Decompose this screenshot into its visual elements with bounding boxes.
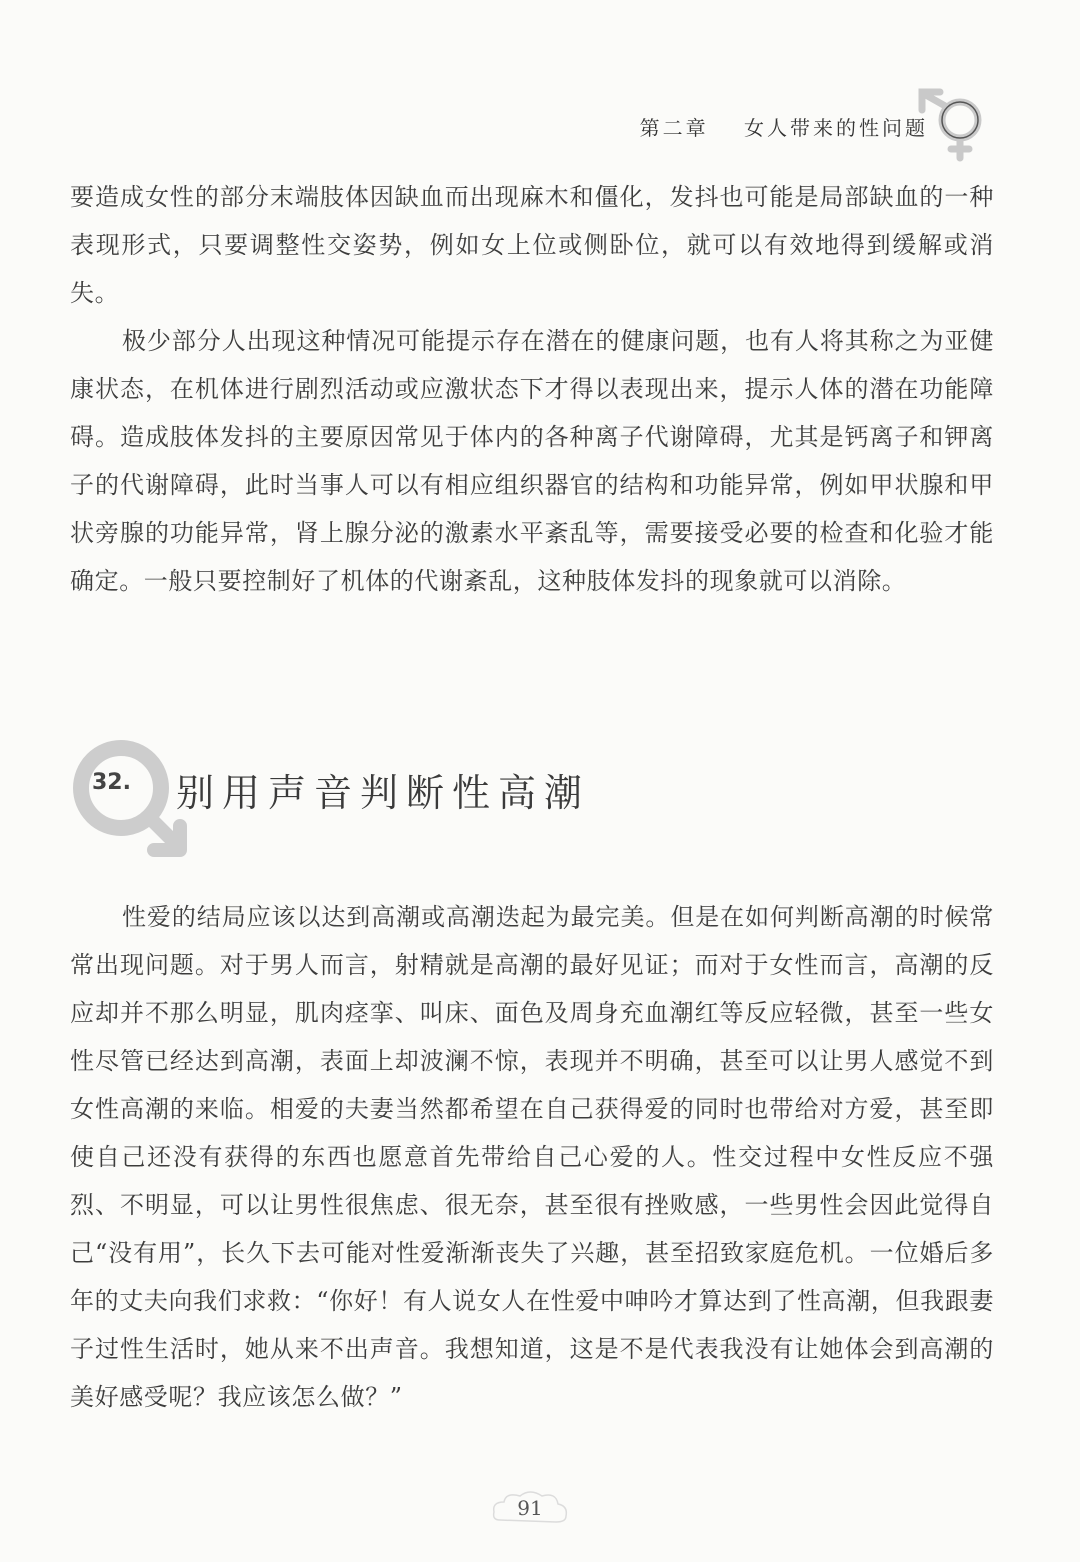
section-heading [66, 722, 766, 872]
paragraph: 极少部分人出现这种情况可能提示存在潜在的健康问题，也有人将其称之为亚健康状态，在机体进行剧烈活动或应激状态下才得以表现出来，提示人体的潜在功能障碍。造成肢体发抖的主要原因常见于体内的各种离子代谢障碍，尤其是钙离子和钾离子的代谢障碍，此时当事人可以有相应组织器官的结构和功能异常，例如甲状腺和甲状旁腺的功能异常，肾上腺分泌的激素水平紊乱等，需要接受必要的检查和化验才能确定。一般只要控制好了机体的代谢紊乱，这种肢体发抖的现象就可以消除。 [70, 327, 994, 595]
paragraph: 性爱的结局应该以达到高潮或高潮迭起为最完美。但是在如何判断高潮的时候常常出现问题。对于男人而言，射精就是高潮的最好见证；而对于女性而言，高潮的反应却并不那么明显，肌肉痉挛、叫床、面色及周身充血潮红等反应轻微，甚至一些女性尽管已经达到高潮，表面上却波澜不惊，表现并不明确，甚至可以让男人感觉不到女性高潮的来临。相爱的夫妻当然都希望在自己获得爱的同时也带给对方爱，甚至即使自己还没有获得的东西也愿意首先带给自己心爱的人。性交过程中女性反应不强烈、不明显，可以让男性很焦虑、很无奈，甚至很有挫败感，一些男性会因此觉得自己“没有用”，长久下去可能对性爱渐渐丧失了兴趣，甚至招致家庭危机。一位婚后多年的丈夫向我们求救：“你好！有人说女人在性爱中呻吟才算达到了性高潮，但我跟妻子过性生活时，她从来不出声音。我想知道，这是不是代表我没有让她体会到高潮的美好感受呢？我应该怎么做？” [70, 903, 994, 1411]
section-number: 32. [92, 770, 131, 795]
running-header [640, 112, 928, 141]
paragraph: 要造成女性的部分末端肢体因缺血而出现麻木和僵化，发抖也可能是局部缺血的一种表现形式，只要调整性交姿势，例如女上位或侧卧位，就可以有效地得到缓解或消失。 [70, 183, 994, 307]
male-female-symbol-icon [912, 86, 996, 164]
page-number-text: 91 [517, 1496, 543, 1520]
chapter-title: 女人带来的性问题 [744, 116, 928, 140]
chapter-label: 第二章 [639, 116, 709, 140]
text-block-1 [70, 173, 994, 605]
page-number [490, 1488, 570, 1528]
text-block-2 [70, 893, 994, 1421]
section-title: 别用声音判断性高潮 [176, 771, 591, 815]
